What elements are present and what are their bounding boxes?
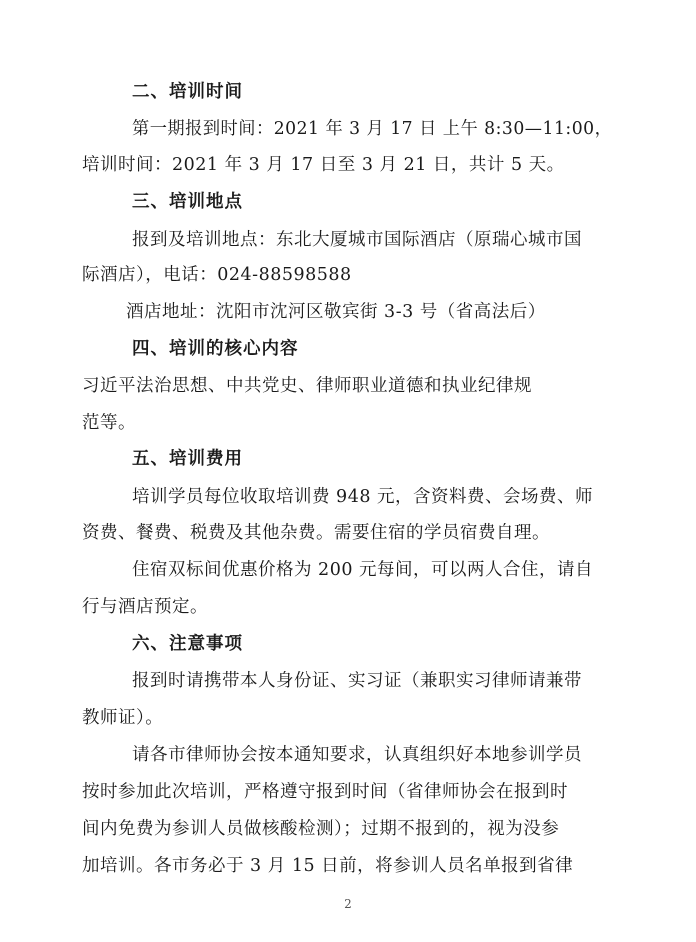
body-line: 行与酒店预定。 [82,597,208,617]
body-line: 培训时间：2021 年 3 月 17 日至 3 月 21 日，共计 5 天。 [82,155,565,175]
body-line: 间内免费为参训人员做核酸检测）；过期不报到的，视为没参 [82,819,560,839]
body-line: 培训学员每位收取培训费 948 元，含资料费、会场费、师 [132,487,594,507]
heading-training-location: 三、培训地点 [132,192,243,212]
heading-notes: 六、注意事项 [132,634,243,654]
heading-training-fees: 五、培训费用 [132,449,243,469]
body-line: 请各市律师协会按本通知要求，认真组织好本地参训学员 [132,745,582,765]
body-line: 按时参加此次培训，严格遵守报到时间（省律师协会在报到时 [82,782,568,802]
page-number: 2 [344,897,352,911]
body-line: 范等。 [82,413,136,433]
body-line: 加培训。各市务必于 3 月 15 日前，将参训人员名单报到省律 [82,856,574,876]
body-line: 酒店地址：沈阳市沈河区敬宾街 3-3 号（省高法后） [126,302,546,322]
body-line: 报到及培训地点：东北大厦城市国际酒店（原瑞心城市国 [132,230,582,250]
body-line: 第一期报到时间：2021 年 3 月 17 日 上午 8:30—11:00， [132,119,613,139]
body-line: 资费、餐费、税费及其他杂费。需要住宿的学员宿费自理。 [82,523,550,543]
heading-core-content: 四、培训的核心内容 [132,339,299,359]
body-line: 习近平法治思想、中共党史、律师职业道德和执业纪律规 [82,376,532,396]
body-line: 教师证）。 [82,708,164,728]
body-line: 际酒店），电话：024-88598588 [82,265,352,285]
heading-training-time: 二、培训时间 [132,82,243,102]
body-line: 住宿双标间优惠价格为 200 元每间，可以两人合住，请自 [132,560,594,580]
body-line: 报到时请携带本人身份证、实习证（兼职实习律师请兼带 [132,671,582,691]
